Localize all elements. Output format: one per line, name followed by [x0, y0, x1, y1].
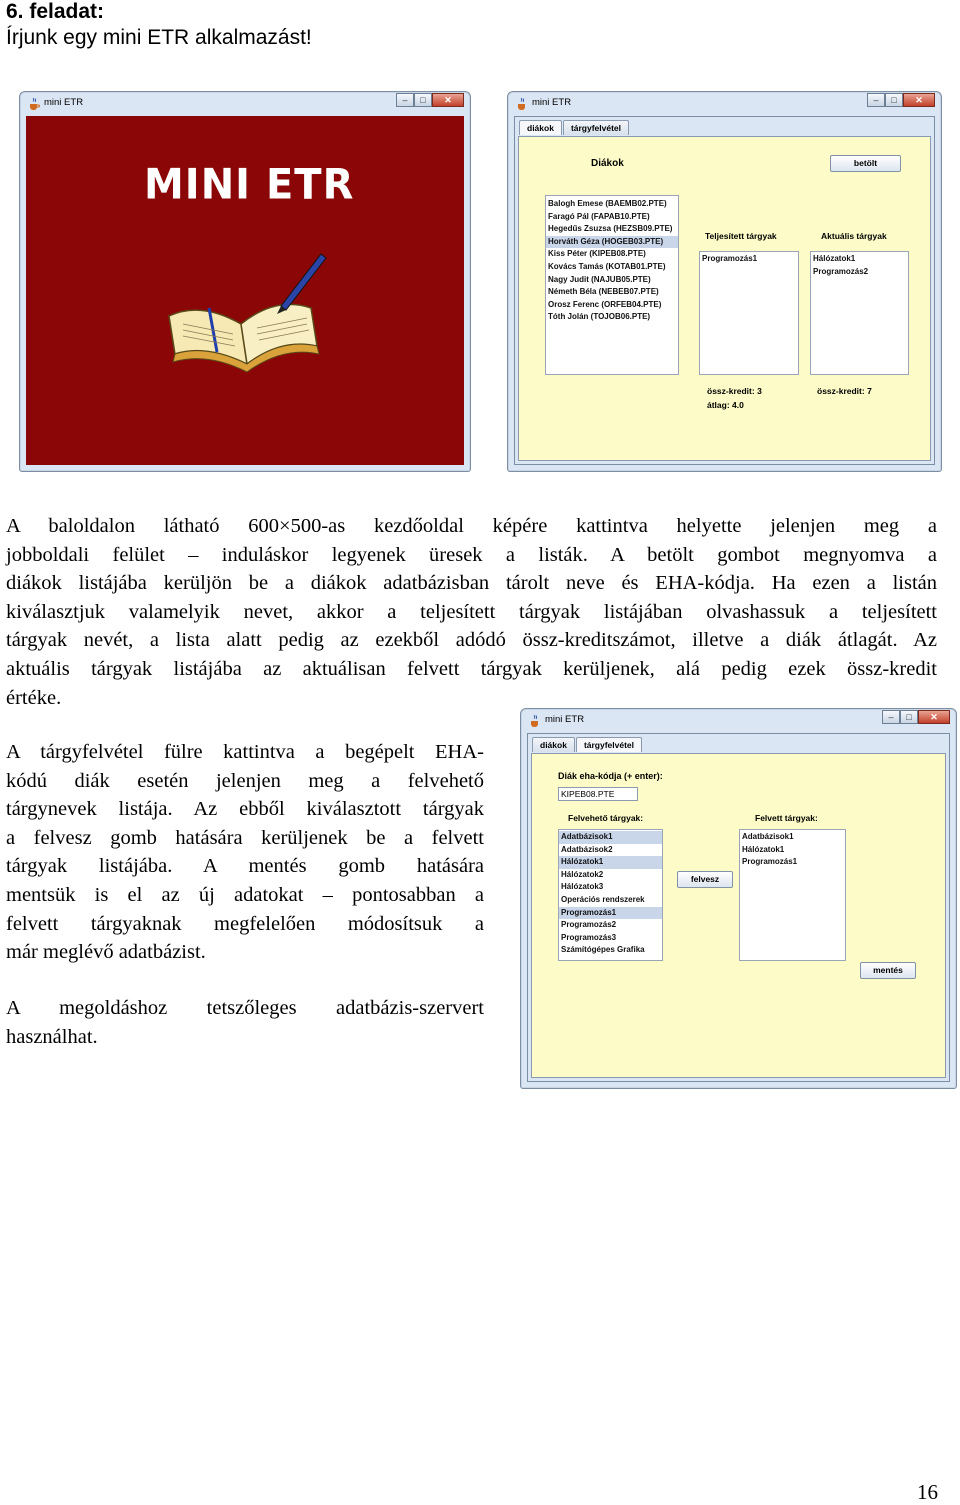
open-book-icon: [161, 246, 331, 376]
paragraph-2-line: mentsük is el az új adatokat – pontosabban a: [6, 883, 484, 906]
current-list[interactable]: [810, 251, 909, 375]
paragraph-3-line: A megoldáshoz tetszőleges adatbázis-szervert: [6, 997, 484, 1019]
paragraph-3: [6, 994, 484, 1051]
students-list[interactable]: [545, 195, 679, 375]
window-title: mini ETR: [545, 714, 585, 725]
available-list[interactable]: [558, 829, 663, 961]
available-list-item[interactable]: Számítógépes Grafika: [561, 945, 645, 955]
average: átlag: 4.0: [707, 400, 744, 410]
completed-credit: össz-kredit: 3: [707, 386, 762, 396]
splash-title: MINI ETR: [144, 160, 355, 210]
student-list-item[interactable]: Tóth Jolán (TOJOB06.PTE): [548, 312, 651, 322]
available-list-item[interactable]: Adatbázisok2: [561, 844, 613, 854]
tab-bar: [532, 737, 643, 752]
title-bar: [508, 92, 941, 116]
current-credit: össz-kredit: 7: [817, 386, 872, 396]
code-label: Diák eha-kódja (+ enter):: [558, 771, 663, 781]
completed-list-item[interactable]: Programozás1: [702, 254, 758, 263]
student-list-item[interactable]: Orosz Ferenc (ORFEB04.PTE): [548, 299, 662, 309]
close-button[interactable]: ✕: [903, 93, 935, 107]
taken-list-item[interactable]: Programozás1: [742, 857, 798, 867]
available-list-item[interactable]: Hálózatok3: [561, 882, 604, 892]
student-list-item[interactable]: Kiss Péter (KIPEB08.PTE): [548, 249, 646, 259]
completed-label: Teljesített tárgyak: [705, 231, 777, 241]
diakok-panel: [518, 136, 931, 461]
save-button[interactable]: mentés: [860, 962, 916, 979]
load-button[interactable]: betölt: [830, 155, 901, 172]
java-cup-icon: [516, 97, 528, 110]
completed-list[interactable]: [699, 251, 799, 375]
taken-label: Felvett tárgyak:: [755, 813, 818, 823]
take-button[interactable]: felvesz: [677, 871, 733, 888]
paragraph-2-line: tárgyak listájába. A mentés gomb hatására: [6, 855, 484, 878]
paragraph-2-line: a felvesz gomb hatására kerüljenek be a felvett: [6, 826, 484, 849]
targyfelvetel-window: [520, 708, 957, 1089]
title-bar: [521, 709, 956, 733]
minimize-button[interactable]: –: [867, 93, 885, 107]
student-list-item[interactable]: Németh Béla (NEBEB07.PTE): [548, 287, 659, 297]
java-cup-icon: [28, 97, 40, 110]
maximize-button[interactable]: □: [885, 93, 903, 107]
window-controls: [867, 93, 935, 107]
paragraph-1-line: aktuális tárgyak listájába az aktuálisan felvett tárgyak kerüljenek, alá pedig ezek össz-kredit: [6, 657, 937, 680]
available-list-item[interactable]: Programozás2: [561, 920, 617, 930]
student-list-item[interactable]: Horváth Géza (HOGEB03.PTE): [546, 236, 678, 249]
window-controls: [396, 93, 464, 107]
paragraph-2-line: A tárgyfelvétel fülre kattintva a begépelt EHA-: [6, 741, 484, 763]
taken-list-item[interactable]: Hálózatok1: [742, 844, 785, 854]
tab-diakok[interactable]: diákok: [519, 120, 562, 135]
students-title: Diákok: [591, 158, 624, 169]
current-list-item[interactable]: Programozás2: [813, 266, 869, 276]
tab-bar: [519, 120, 630, 135]
available-list-item[interactable]: Adatbázisok1: [559, 831, 662, 844]
window-title: mini ETR: [44, 97, 84, 108]
title-bar: [20, 92, 470, 116]
paragraph-1-line: A baloldalon látható 600×500-as kezdőoldal képére kattintva helyette jelenjen meg a: [6, 515, 937, 537]
minimize-button[interactable]: –: [396, 93, 414, 107]
paragraph-2-line: tárgynevek listája. Az ebből kiválasztott tárgyak: [6, 798, 484, 821]
available-list-item[interactable]: Programozás1: [559, 907, 662, 920]
student-list-item[interactable]: Kovács Tamás (KOTAB01.PTE): [548, 261, 666, 271]
taken-list[interactable]: [739, 829, 846, 961]
student-list-item[interactable]: Faragó Pál (FAPAB10.PTE): [548, 211, 650, 221]
window-title: mini ETR: [532, 97, 572, 108]
paragraph-3-line: használhat.: [6, 1025, 98, 1048]
student-list-item[interactable]: Nagy Judit (NAJUB05.PTE): [548, 274, 651, 284]
maximize-button[interactable]: □: [414, 93, 432, 107]
paragraph-1-line: kiválasztjuk valamelyik nevet, akkor a teljesített tárgyak listájában olvashassuk a teljesített: [6, 600, 937, 623]
available-list-item[interactable]: Hálózatok2: [561, 869, 604, 879]
available-list-item[interactable]: Programozás3: [561, 932, 617, 942]
window-client: [527, 733, 950, 1082]
tab-diakok[interactable]: diákok: [532, 737, 575, 752]
targyfelvetel-panel: [531, 753, 946, 1078]
paragraph-1-line: jobboldali felület – induláskor legyenek üresek a listák. A betölt gombot megnyomva a: [6, 543, 937, 566]
minimize-button[interactable]: –: [882, 710, 900, 724]
maximize-button[interactable]: □: [900, 710, 918, 724]
student-list-item[interactable]: Balogh Emese (BAEMB02.PTE): [548, 199, 667, 208]
exercise-subheading: Írjunk egy mini ETR alkalmazást!: [6, 26, 312, 49]
eha-code-input[interactable]: KIPEB08.PTE: [558, 787, 638, 801]
available-list-item[interactable]: Hálózatok1: [559, 856, 662, 869]
close-button[interactable]: ✕: [918, 710, 950, 724]
window-controls: [882, 710, 950, 724]
paragraph-2-line: kódú diák esetén jelenjen meg a felvehető: [6, 769, 484, 792]
tab-targyfelvetel[interactable]: tárgyfelvétel: [576, 737, 642, 752]
paragraph-2-line: már meglévő adatbázist.: [6, 941, 206, 964]
tab-targyfelvetel[interactable]: tárgyfelvétel: [563, 120, 629, 135]
paragraph-1-line: értéke.: [6, 686, 62, 709]
available-label: Felvehető tárgyak:: [568, 813, 644, 823]
taken-list-item[interactable]: Adatbázisok1: [742, 832, 794, 841]
paragraph-1: [6, 512, 937, 712]
java-cup-icon: [529, 714, 541, 727]
paragraph-1-line: diákok listájába kerüljön be a diákok adatbázisban tárolt neve és EHA-kódja. Ha ezen a listán: [6, 572, 937, 595]
paragraph-1-line: tárgyak nevét, a lista alatt pedig az ezekből adódó össz-kreditszámot, illetve a diák átlagát. Az: [6, 629, 937, 652]
exercise-heading: 6. feladat:: [6, 0, 105, 23]
page-number: 16: [917, 1480, 938, 1504]
splash-window: [19, 91, 471, 472]
paragraph-2-line: felvett tárgyaknak megfelelően módosítsuk a: [6, 912, 484, 935]
current-label: Aktuális tárgyak: [821, 231, 887, 241]
paragraph-2: [6, 738, 484, 967]
diakok-window: [507, 91, 942, 472]
close-button[interactable]: ✕: [432, 93, 464, 107]
window-client: [514, 116, 935, 465]
available-list-item[interactable]: Operációs rendszerek: [561, 894, 645, 904]
current-list-item[interactable]: Hálózatok1: [813, 254, 856, 263]
splash-image[interactable]: [26, 116, 464, 465]
student-list-item[interactable]: Hegedűs Zsuzsa (HEZSB09.PTE): [548, 224, 673, 234]
